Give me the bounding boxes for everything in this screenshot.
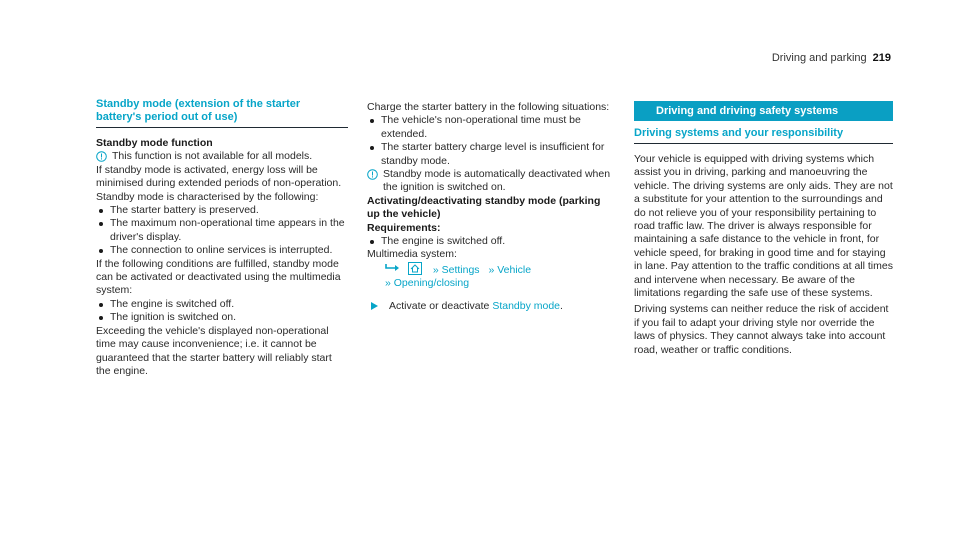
step-arrow-icon: [371, 302, 378, 310]
deactivation-note: [367, 168, 616, 195]
paragraph: Charge the starter battery in the following situations:: [367, 101, 610, 113]
list-item: The engine is switched off.: [96, 298, 348, 311]
standby-mode-link[interactable]: Standby mode: [492, 299, 561, 312]
section-name: Driving and parking: [771, 52, 867, 64]
page-header: [772, 52, 891, 65]
opening-closing-path-link[interactable]: Opening/closing: [393, 277, 470, 290]
paragraph: Driving systems can neither reduce the risk of accident if you fail to adapt your driving style nor override the laws of physics. They cannot always take into account road, weather or traffic conditions.: [634, 303, 889, 356]
paragraph: Your vehicle is equipped with driving systems which assist you in driving, parking and manoeuvring the vehicle. The driving systems are only aids. They are not a substitute for your attention to the surroundings and do not relieve you of your responsibility pertaining to road traffic law. The driver is always responsible for maintaining a safe distance to the vehicle in front, for vehicle speed, for braking in good time and for staying in lane. Pay attention to the traffic conditions at all times and intervene when necessary. Be aware of the limitations regarding the safe use of these systems.: [634, 153, 893, 300]
column-left: [96, 98, 348, 378]
step-text: Activate or deactivate: [389, 299, 493, 312]
paragraph: If standby mode is activated, energy loss will be minimised during extended periods of non-operation.: [96, 163, 342, 190]
list-item: The ignition is switched on.: [96, 311, 348, 324]
home-icon: [408, 262, 422, 275]
column-middle: [367, 101, 616, 313]
page-number: 219: [872, 52, 891, 64]
info-note-icon: [96, 151, 107, 162]
paragraph: Exceeding the vehicle's displayed non-operational time may cause inconvenience; i.e. it cannot be guaranteed that the starter battery will reliably start the engine.: [96, 324, 332, 377]
info-note-icon: [367, 169, 378, 180]
function-heading: Standby mode function: [96, 137, 213, 149]
column-right: [634, 101, 893, 357]
chapter-bar-title: Driving and driving safety systems: [634, 101, 893, 121]
availability-note: [96, 150, 348, 163]
paragraph: Standby mode is characterised by the following:: [96, 190, 319, 203]
multimedia-label: Multimedia system:: [367, 248, 457, 261]
standby-section-title: Standby mode (extension of the starter battery's period out of use): [96, 98, 348, 128]
activation-heading: Activating/deactivating standby mode (parking up the vehicle): [367, 194, 601, 221]
list-item: The maximum non-operational time appears in the driver's display.: [96, 217, 348, 244]
chevron-double-right-icon: »: [385, 277, 391, 290]
chevron-double-right-icon: »: [432, 263, 439, 276]
settings-path-link[interactable]: Settings: [441, 263, 480, 276]
chevron-double-right-icon: »: [488, 263, 495, 276]
paragraph: If the following conditions are fulfilled, standby mode can be activated or deactivated using the multimedia system:: [96, 257, 341, 297]
list-item: The vehicle's non-operational time must be extended.: [367, 114, 616, 141]
vehicle-path-link[interactable]: Vehicle: [497, 263, 532, 276]
step-period: .: [560, 299, 563, 312]
menu-path: [367, 262, 616, 291]
list-item: The starter battery charge level is insufficient for standby mode.: [367, 141, 616, 168]
list-item: The connection to online services is interrupted.: [96, 244, 348, 257]
instruction-step: [367, 300, 616, 313]
requirements-heading: Requirements:: [367, 221, 441, 234]
subsection-title: Driving systems and your responsibility: [634, 127, 893, 144]
note-text: This function is not available for all models.: [112, 150, 313, 163]
note-text: Standby mode is automatically deactivated when the ignition is switched on.: [383, 168, 611, 194]
return-arrow-icon: [385, 263, 401, 274]
list-item: The starter battery is preserved.: [96, 204, 348, 217]
list-item: The engine is switched off.: [367, 235, 616, 248]
